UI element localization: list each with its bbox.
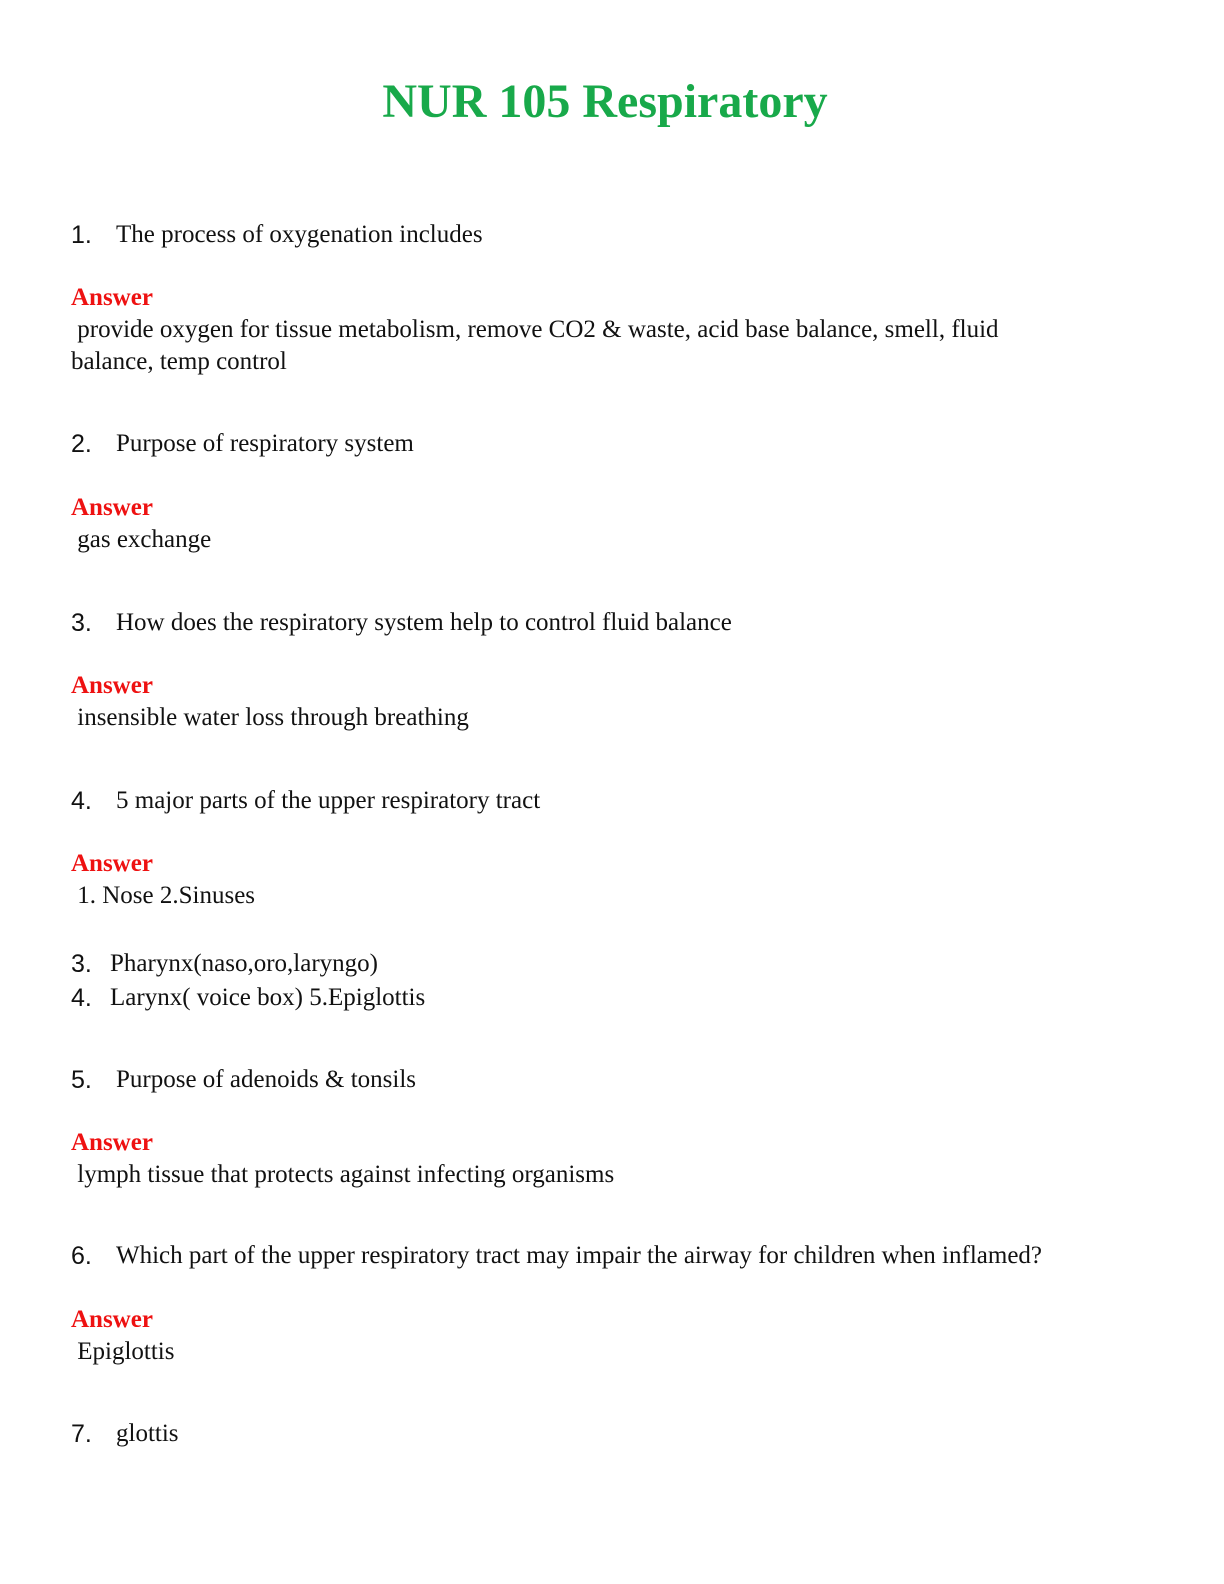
question-text: How does the respiratory system help to control fluid balance	[116, 609, 732, 636]
answer-text: 1. Nose 2.Sinuses	[71, 882, 256, 909]
answer-list-number: 4.	[71, 984, 92, 1012]
answer-text: insensible water loss through breathing	[71, 704, 469, 731]
question-text: Purpose of respiratory system	[116, 430, 414, 457]
question-number: 5.	[71, 1066, 92, 1094]
answer-list-text: Pharynx(naso,oro,laryngo)	[110, 950, 378, 977]
answer-text: Epiglottis	[71, 1338, 175, 1365]
question-number: 7.	[71, 1420, 92, 1448]
question-number: 1.	[71, 221, 92, 249]
question-number: 4.	[71, 787, 92, 815]
answer-list-number: 3.	[71, 950, 92, 978]
question-text: glottis	[116, 1420, 179, 1447]
question-text: 5 major parts of the upper respiratory tract	[116, 787, 541, 814]
page-title: NUR 105 Respiratory	[382, 75, 828, 128]
answer-text: lymph tissue that protects against infecting organisms	[71, 1161, 615, 1188]
answer-label: Answer	[71, 850, 153, 877]
answer-label: Answer	[71, 494, 153, 521]
question-text: Which part of the upper respiratory tract may impair the airway for children when inflamed?	[116, 1242, 1043, 1269]
answer-list-text: Larynx( voice box) 5.Epiglottis	[110, 984, 426, 1011]
question-number: 2.	[71, 430, 92, 458]
question-number: 6.	[71, 1242, 92, 1270]
answer-text: provide oxygen for tissue metabolism, remove CO2 & waste, acid base balance, smell, fluid	[71, 316, 999, 343]
question-text: Purpose of adenoids & tonsils	[116, 1066, 416, 1093]
answer-label: Answer	[71, 1129, 153, 1156]
answer-text: gas exchange	[71, 526, 212, 553]
question-text: The process of oxygenation includes	[116, 221, 483, 248]
answer-text: balance, temp control	[71, 348, 287, 375]
question-number: 3.	[71, 609, 92, 637]
answer-label: Answer	[71, 1306, 153, 1333]
answer-label: Answer	[71, 284, 153, 311]
answer-label: Answer	[71, 672, 153, 699]
